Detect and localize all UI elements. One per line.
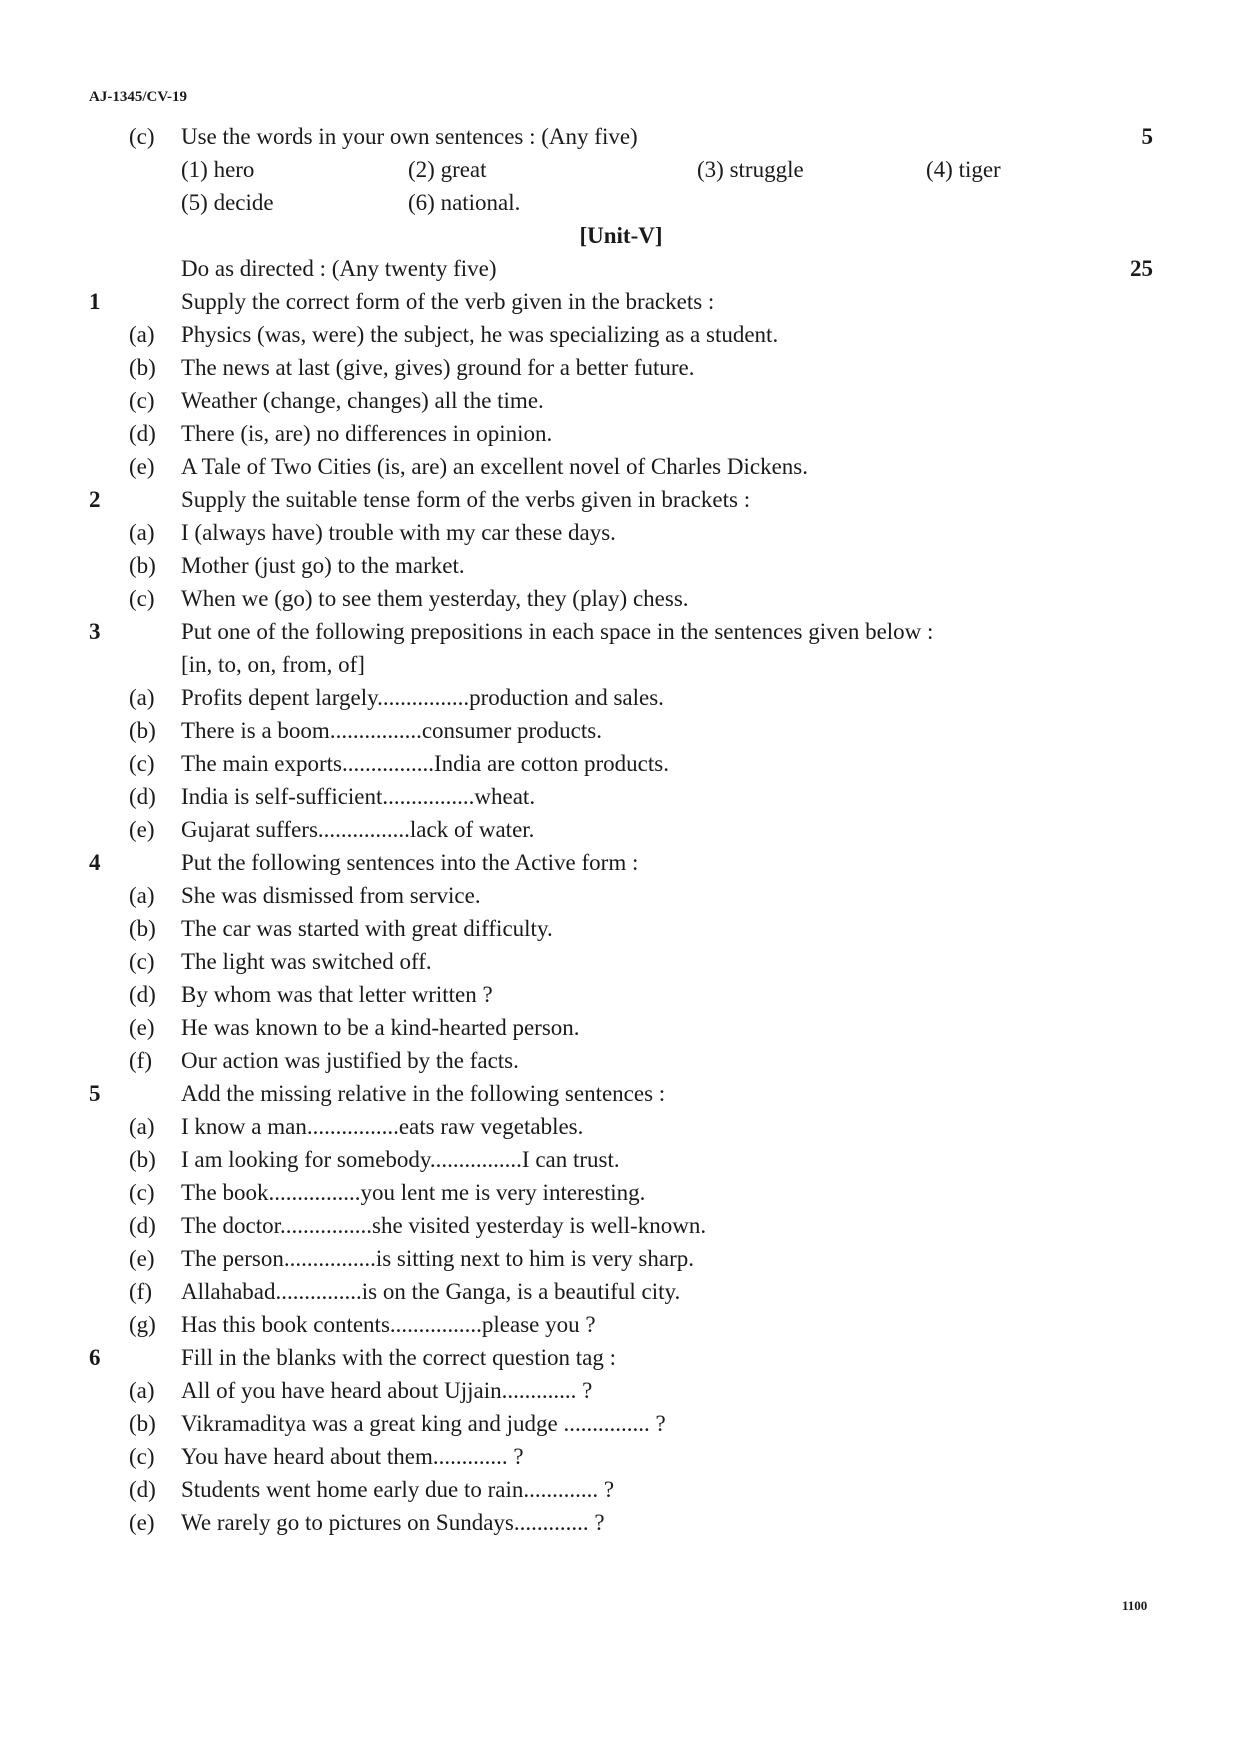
item-letter: (b) (129, 553, 156, 578)
question-item (0, 714, 1242, 747)
item-letter: (d) (129, 982, 156, 1007)
question-item (0, 1143, 1242, 1176)
question-prompt-line (0, 615, 1242, 648)
item-text: The person................is sitting next to him is very sharp. (181, 1246, 694, 1271)
item-text: He was known to be a kind-hearted person. (181, 1015, 580, 1040)
question-item (0, 681, 1242, 714)
item-text: We rarely go to pictures on Sundays............. ? (181, 1510, 605, 1535)
item-letter: (a) (129, 1378, 155, 1403)
question-item (0, 351, 1242, 384)
question-prompt: Fill in the blanks with the correct question tag : (181, 1345, 617, 1370)
question-item (0, 417, 1242, 450)
item-text: There is a boom................consumer products. (181, 718, 602, 743)
part-letter: (c) (129, 124, 155, 149)
question-number: 6 (89, 1345, 101, 1370)
question-prompt-line (0, 648, 1242, 681)
item-text: Vikramaditya was a great king and judge ............... ? (181, 1411, 666, 1436)
item-text: I am looking for somebody................I can trust. (181, 1147, 620, 1172)
item-text: Profits depent largely................production and sales. (181, 685, 664, 710)
question-number: 1 (89, 289, 101, 314)
word-row-2 (0, 186, 1242, 219)
word-option: (4) tiger (926, 157, 1001, 182)
item-text: Has this book contents................please you ? (181, 1312, 596, 1337)
item-letter: (c) (129, 1180, 155, 1205)
preposition-options: [in, to, on, from, of] (181, 652, 365, 677)
question-item (0, 912, 1242, 945)
question-item (0, 1110, 1242, 1143)
question-lines (0, 120, 1242, 1539)
item-text: Students went home early due to rain............. ? (181, 1477, 615, 1502)
item-text: Mother (just go) to the market. (181, 553, 465, 578)
word-option: (6) national. (408, 190, 521, 215)
question-number: 5 (89, 1081, 101, 1106)
item-text: The doctor................she visited yesterday is well-known. (181, 1213, 707, 1238)
item-text: You have heard about them............. ? (181, 1444, 524, 1469)
word-row-1 (0, 153, 1242, 186)
question-prompt-line (0, 483, 1242, 516)
item-letter: (c) (129, 388, 155, 413)
question-prompt: Supply the suitable tense form of the verbs given in brackets : (181, 487, 751, 512)
question-item (0, 1275, 1242, 1308)
item-letter: (c) (129, 751, 155, 776)
item-text: She was dismissed from service. (181, 883, 481, 908)
item-letter: (b) (129, 916, 156, 941)
unit-heading-line (0, 219, 1242, 252)
question-item (0, 978, 1242, 1011)
item-letter: (b) (129, 718, 156, 743)
item-text: All of you have heard about Ujjain............. ? (181, 1378, 593, 1403)
item-letter: (f) (129, 1048, 152, 1073)
question-prompt: Add the missing relative in the following sentences : (181, 1081, 666, 1106)
question-item (0, 516, 1242, 549)
questions-list (0, 285, 1242, 1539)
unit-instruction: Do as directed : (Any twenty five) (181, 256, 497, 281)
question-item (0, 1044, 1242, 1077)
item-text: By whom was that letter written ? (181, 982, 493, 1007)
item-letter: (f) (129, 1279, 152, 1304)
item-letter: (e) (129, 1015, 155, 1040)
question-number: 4 (89, 850, 101, 875)
question-item (0, 1407, 1242, 1440)
question-item (0, 549, 1242, 582)
item-letter: (a) (129, 685, 155, 710)
word-option: (3) struggle (697, 157, 804, 182)
question-item (0, 1176, 1242, 1209)
item-text: The news at last (give, gives) ground for a better future. (181, 355, 695, 380)
unit-marks: 25 (1130, 256, 1153, 281)
question-item (0, 945, 1242, 978)
question-prompt: Supply the correct form of the verb given in the brackets : (181, 289, 715, 314)
item-text: Allahabad...............is on the Ganga, is a beautiful city. (181, 1279, 681, 1304)
item-text: I know a man................eats raw vegetables. (181, 1114, 584, 1139)
item-letter: (e) (129, 1510, 155, 1535)
question-prompt-line (0, 1077, 1242, 1110)
question-item (0, 1011, 1242, 1044)
item-letter: (a) (129, 883, 155, 908)
item-letter: (g) (129, 1312, 156, 1337)
word-option: (1) hero (181, 157, 255, 182)
question-item (0, 813, 1242, 846)
item-letter: (b) (129, 1411, 156, 1436)
word-option: (5) decide (181, 190, 274, 215)
item-text: The book................you lent me is very interesting. (181, 1180, 646, 1205)
question-prompt: Put one of the following prepositions in each space in the sentences given below : (181, 619, 934, 644)
question-prompt-line (0, 1341, 1242, 1374)
item-letter: (a) (129, 520, 155, 545)
question-item (0, 879, 1242, 912)
question-item (0, 1308, 1242, 1341)
item-text: A Tale of Two Cities (is, are) an excellent novel of Charles Dickens. (181, 454, 808, 479)
item-letter: (a) (129, 322, 155, 347)
question-item (0, 780, 1242, 813)
question-item (0, 1374, 1242, 1407)
question-item (0, 1242, 1242, 1275)
item-letter: (c) (129, 949, 155, 974)
unit-instruction-line (0, 252, 1242, 285)
item-letter: (c) (129, 1444, 155, 1469)
question-item (0, 1473, 1242, 1506)
part-c-line (0, 120, 1242, 153)
question-prompt-line (0, 846, 1242, 879)
question-item (0, 747, 1242, 780)
question-prompt: Put the following sentences into the Active form : (181, 850, 639, 875)
item-letter: (e) (129, 454, 155, 479)
item-letter: (d) (129, 1477, 156, 1502)
item-text: The light was switched off. (181, 949, 432, 974)
item-text: When we (go) to see them yesterday, they (play) chess. (181, 586, 689, 611)
question-prompt-line (0, 285, 1242, 318)
question-item (0, 450, 1242, 483)
item-letter: (b) (129, 1147, 156, 1172)
unit-heading: [Unit-V] (579, 223, 663, 248)
question-item (0, 384, 1242, 417)
word-option: (2) great (408, 157, 487, 182)
item-text: The car was started with great difficulty. (181, 916, 553, 941)
item-text: Physics (was, were) the subject, he was specializing as a student. (181, 322, 779, 347)
question-number: 3 (89, 619, 101, 644)
item-letter: (b) (129, 355, 156, 380)
question-item (0, 1506, 1242, 1539)
part-c-marks: 5 (1141, 124, 1153, 149)
item-letter: (c) (129, 586, 155, 611)
question-item (0, 318, 1242, 351)
item-text: Gujarat suffers................lack of water. (181, 817, 535, 842)
item-text: Weather (change, changes) all the time. (181, 388, 544, 413)
item-letter: (a) (129, 1114, 155, 1139)
page-footer: 1100 (1122, 1598, 1148, 1613)
item-text: Our action was justified by the facts. (181, 1048, 519, 1073)
question-item (0, 1440, 1242, 1473)
item-text: India is self-sufficient................wheat. (181, 784, 536, 809)
item-letter: (d) (129, 1213, 156, 1238)
question-item (0, 1209, 1242, 1242)
item-letter: (d) (129, 784, 156, 809)
item-letter: (e) (129, 817, 155, 842)
item-letter: (e) (129, 1246, 155, 1271)
item-text: I (always have) trouble with my car these days. (181, 520, 616, 545)
item-letter: (d) (129, 421, 156, 446)
part-c-instruction: Use the words in your own sentences : (Any five) (181, 124, 638, 149)
question-number: 2 (89, 487, 101, 512)
item-text: The main exports................India are cotton products. (181, 751, 669, 776)
item-text: There (is, are) no differences in opinion. (181, 421, 553, 446)
paper-code: AJ-1345/CV-19 (89, 89, 188, 105)
question-item (0, 582, 1242, 615)
